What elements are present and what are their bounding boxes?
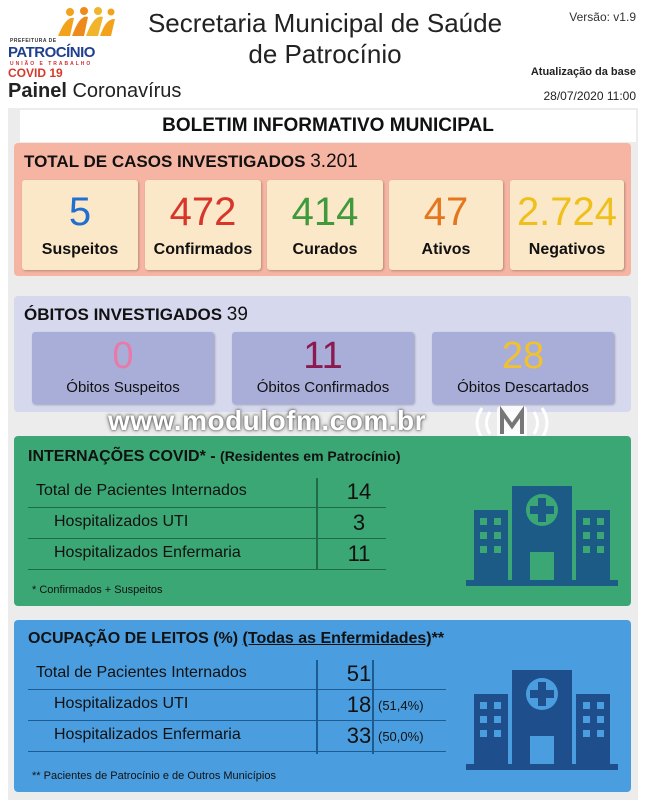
board-title: BOLETIM INFORMATIVO MUNICIPAL xyxy=(20,110,636,142)
case-card-confirmados xyxy=(145,180,261,270)
hospitalization-subtitle: (Residentes em Patrocínio) xyxy=(220,448,401,464)
page-title-line1: Secretaria Municipal de Saúde xyxy=(147,8,503,38)
case-card-curados xyxy=(267,180,383,270)
watermark-text: www.modulofm.com.br xyxy=(108,405,427,436)
row-value: 3 xyxy=(352,510,366,535)
death-card-value: 11 xyxy=(303,335,343,377)
table-row xyxy=(28,722,446,752)
occupancy-section xyxy=(14,620,631,792)
panel-label xyxy=(8,80,181,103)
version-label: Versão: v1.9 xyxy=(569,10,636,24)
row-value: 14 xyxy=(346,479,372,504)
hospitalization-heading xyxy=(28,448,401,466)
case-card-ativos xyxy=(389,180,503,270)
row-label: Total de Pacientes Internados xyxy=(36,664,247,681)
row-label: Hospitalizados UTI xyxy=(54,695,189,712)
death-card-label: Óbitos Descartados xyxy=(457,379,589,396)
occupancy-subtitle-suffix: ** xyxy=(431,630,445,647)
occupancy-title: OCUPAÇÃO DE LEITOS (%) xyxy=(28,630,239,647)
hospital-icon xyxy=(466,666,618,770)
row-label: Hospitalizados UTI xyxy=(54,513,189,530)
page-header xyxy=(0,0,646,108)
deaths-section xyxy=(14,296,631,412)
table-row xyxy=(28,660,446,690)
table-row xyxy=(28,509,386,539)
city-logo xyxy=(8,4,118,68)
hospitalization-title: INTERNAÇÕES COVID* - xyxy=(28,448,216,465)
row-value: 51 xyxy=(346,661,372,686)
table-row xyxy=(28,691,446,721)
case-card-label: Curados xyxy=(292,241,358,258)
logo-name: PATROCÍNIO xyxy=(8,44,95,61)
cases-heading xyxy=(24,151,358,173)
update-value: 28/07/2020 11:00 xyxy=(543,89,636,103)
row-value: 11 xyxy=(347,541,371,566)
death-card-descartados xyxy=(432,332,614,404)
table-row xyxy=(28,540,386,570)
row-percent: (51,4%) xyxy=(378,698,424,713)
row-label: Hospitalizados Enfermaria xyxy=(54,726,241,743)
case-card-value: 5 xyxy=(68,190,92,234)
page-title-line2: de Patrocínio xyxy=(248,39,402,69)
hospital-icon xyxy=(466,482,618,586)
case-card-value: 472 xyxy=(169,190,237,234)
deaths-heading xyxy=(24,304,248,326)
panel-label-bold: Painel xyxy=(8,80,67,102)
death-card-label: Óbitos Confirmados xyxy=(256,379,390,396)
row-label: Hospitalizados Enfermaria xyxy=(54,544,241,561)
occupancy-heading xyxy=(28,630,444,648)
case-card-negativos xyxy=(510,180,624,270)
deaths-total: 39 xyxy=(226,304,248,325)
death-card-suspeitos xyxy=(32,332,214,404)
cases-total: 3.201 xyxy=(310,151,358,172)
row-label: Total de Pacientes Internados xyxy=(36,482,247,499)
logo-subtitle: UNIÃO E TRABALHO xyxy=(10,61,93,67)
case-card-label: Negativos xyxy=(528,241,606,258)
case-card-label: Suspeitos xyxy=(41,241,119,258)
page-title xyxy=(130,8,520,70)
case-card-value: 47 xyxy=(423,190,469,234)
update-label: Atualização da base xyxy=(530,66,636,78)
death-card-value: 0 xyxy=(112,335,134,377)
panel-label-rest: Coronavírus xyxy=(72,80,182,102)
death-card-label: Óbitos Suspeitos xyxy=(66,379,180,396)
case-card-label: Confirmados xyxy=(153,241,253,258)
case-card-suspeitos xyxy=(22,180,138,270)
deaths-heading-label: ÓBITOS INVESTIGADOS xyxy=(24,305,223,324)
occupancy-note: ** Pacientes de Patrocínio e de Outros Municípios xyxy=(32,770,276,782)
row-value: 18 xyxy=(346,692,372,717)
row-value: 33 xyxy=(346,723,372,748)
cases-heading-label: TOTAL DE CASOS INVESTIGADOS xyxy=(24,152,306,171)
hospitalization-section xyxy=(14,436,631,606)
hospitalization-note: * Confirmados + Suspeitos xyxy=(32,584,163,596)
case-card-label: Ativos xyxy=(421,241,471,258)
row-percent: (50,0%) xyxy=(378,729,424,744)
logo-prefix: PREFEITURA DE xyxy=(10,38,57,44)
covid-tag: COVID 19 xyxy=(8,66,63,80)
logo-figures-icon xyxy=(48,6,118,40)
occupancy-subtitle: (Todas as Enfermidades) xyxy=(242,630,432,647)
cases-section xyxy=(14,143,631,276)
death-card-value: 28 xyxy=(501,335,545,377)
death-card-confirmados xyxy=(232,332,414,404)
case-card-value: 2.724 xyxy=(516,190,618,234)
case-card-value: 414 xyxy=(291,190,359,234)
table-row xyxy=(28,478,386,508)
